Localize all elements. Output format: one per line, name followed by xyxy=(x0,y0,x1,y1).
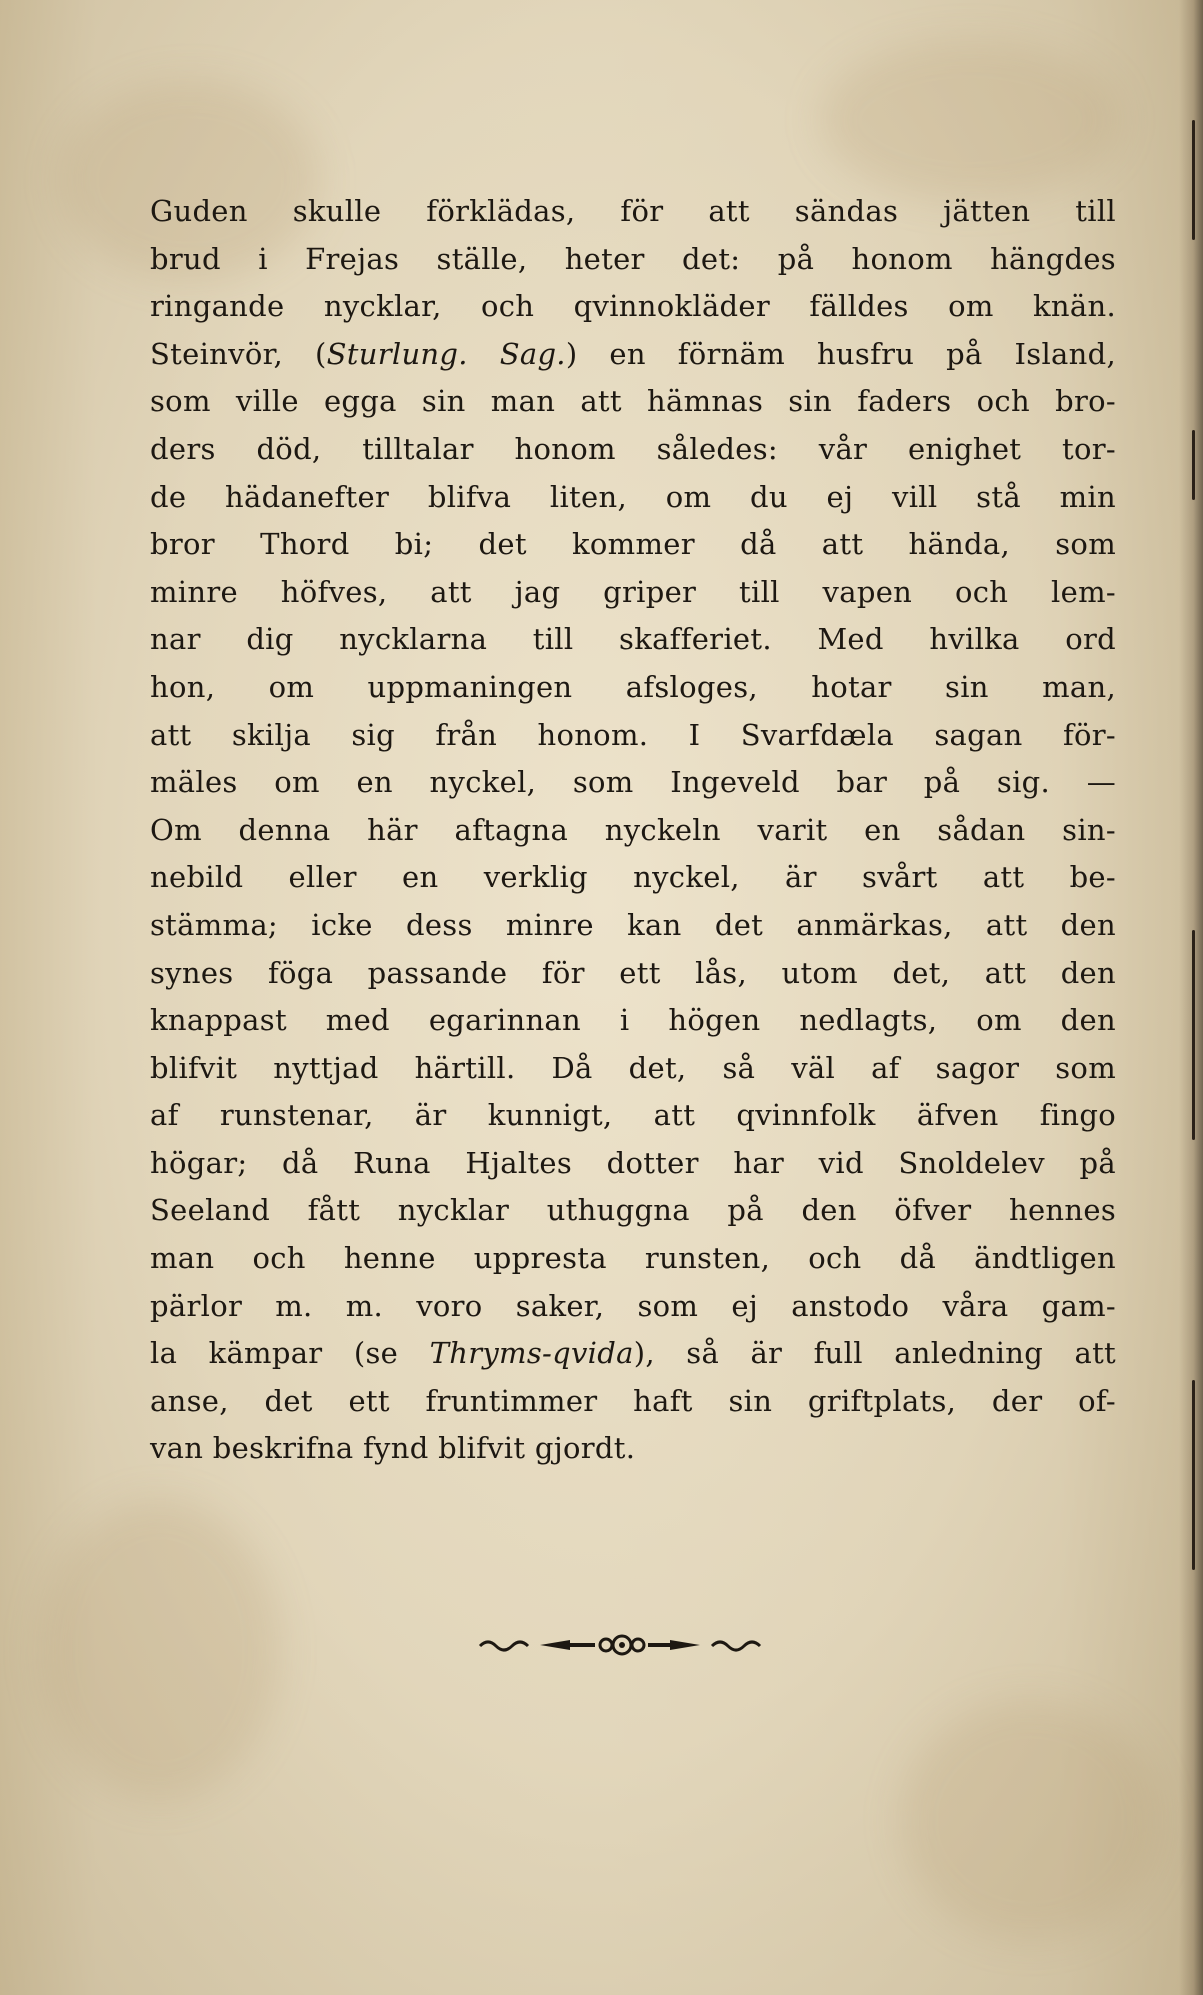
text-segment: ), så är full anledning att xyxy=(633,1336,1116,1371)
text-line: nebild eller en verklig nyckel, är svårt att be- xyxy=(150,860,1116,895)
text-line: af runstenar, är kunnigt, att qvinnfolk äfven fingo xyxy=(150,1098,1116,1133)
italic-title: Sturlung. Sag. xyxy=(326,336,566,371)
text-line xyxy=(150,1330,1116,1378)
text-line: knappast med egarinnan i högen nedlagts, om den xyxy=(150,1003,1116,1038)
edge-mark xyxy=(1192,1380,1195,1570)
text-line: Seeland fått nycklar uthuggna på den öfver hennes xyxy=(150,1193,1116,1228)
text-segment: la kämpar (se xyxy=(150,1336,430,1371)
text-line: högar; då Runa Hjaltes dotter har vid Snoldelev på xyxy=(150,1145,1116,1180)
text-line: pärlor m. m. voro saker, som ej anstodo våra gam- xyxy=(150,1288,1116,1323)
paper-stain xyxy=(900,1700,1160,1940)
text-line: bror Thord bi; det kommer då att hända, som xyxy=(150,527,1116,562)
paper-stain xyxy=(40,1500,280,1800)
text-line: ringande nycklar, och qvinnokläder fälldes om knän. xyxy=(150,289,1116,324)
text-segment: Steinvör, ( xyxy=(150,336,327,371)
text-line: de hädanefter blifva liten, om du ej vill stå min xyxy=(150,479,1116,514)
text-line: anse, det ett fruntimmer haft sin griftplats, der of- xyxy=(150,1383,1116,1418)
edge-mark xyxy=(1192,120,1195,240)
text-line: man och henne uppresta runsten, och då ändtligen xyxy=(150,1241,1116,1276)
text-line: mäles om en nyckel, som Ingeveld bar på sig. — xyxy=(150,765,1116,800)
text-line: hon, om uppmaningen afsloges, hotar sin man, xyxy=(150,669,1116,704)
italic-title: Thryms-qvida xyxy=(429,1336,634,1371)
ornament-divider xyxy=(470,1630,770,1660)
edge-mark xyxy=(1192,430,1195,500)
text-line: Guden skulle förklädas, för att sändas jätten till xyxy=(150,194,1116,228)
text-line: ders död, tilltalar honom således: vår enighet tor- xyxy=(150,431,1116,466)
text-line: nar dig nycklarna till skafferiet. Med hvilka ord xyxy=(150,622,1116,657)
text-line: som ville egga sin man att hämnas sin faders och bro- xyxy=(150,384,1116,419)
text-line xyxy=(150,331,1116,379)
text-line: Om denna här aftagna nyckeln varit en sådan sin- xyxy=(150,812,1116,847)
text-line: synes föga passande för ett lås, utom det, att den xyxy=(150,955,1116,990)
text-line: blifvit nyttjad härtill. Då det, så väl af sagor som xyxy=(150,1050,1116,1085)
paper-stain xyxy=(820,40,1120,200)
edge-mark xyxy=(1192,930,1195,1140)
ornament-flourish-icon xyxy=(470,1630,770,1660)
page-binding-edge xyxy=(1179,0,1203,1995)
body-text xyxy=(150,188,1116,1473)
text-segment: ) en förnäm husfru på Island, xyxy=(565,336,1116,371)
text-line: minre höfves, att jag griper till vapen och lem- xyxy=(150,574,1116,609)
text-line: att skilja sig från honom. I Svarfdæla sagan för- xyxy=(150,717,1116,752)
text-line: brud i Frejas ställe, heter det: på honom hängdes xyxy=(150,241,1116,276)
text-line: stämma; icke dess minre kan det anmärkas, att den xyxy=(150,907,1116,942)
text-line: van beskrifna fynd blifvit gjordt. xyxy=(150,1431,636,1466)
